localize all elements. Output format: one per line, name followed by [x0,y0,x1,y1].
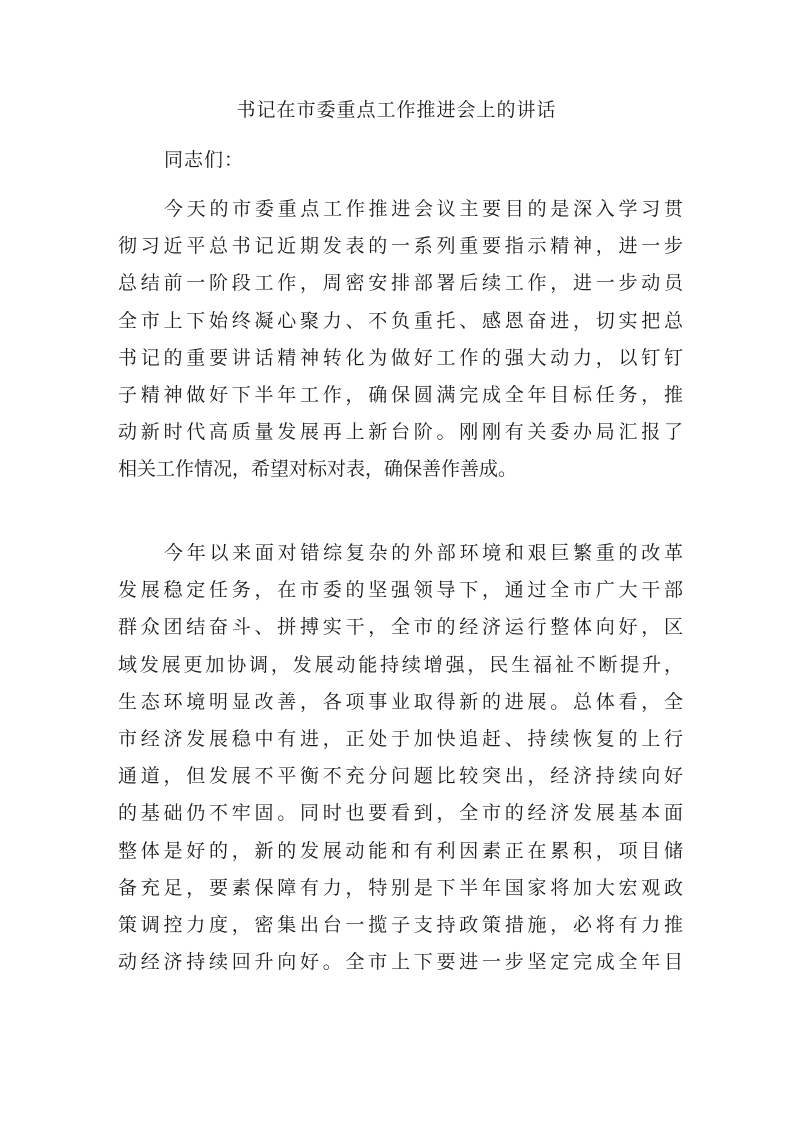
paragraph-line: 今年以来面对错综复杂的外部环境和艰巨繁重的改革 [164,542,683,564]
paragraph-line: 市经济发展稳中有进，正处于加快追赶、持续恢复的上行 [118,727,683,750]
paragraph-line: 总结前一阶段工作，周密安排部署后续工作，进一步动员 [118,272,683,295]
paragraph-line: 群众团结奋斗、拼搏实干，全市的经济运行整体向好，区 [118,616,683,639]
paragraph-line: 今天的市委重点工作推进会议主要目的是深入学习贯 [164,198,683,220]
paragraph-line: 备充足，要素保障有力，特别是下半年国家将加大宏观政 [118,876,683,899]
paragraph-line: 全市上下始终凝心聚力、不负重托、感恩奋进，切实把总 [118,309,683,332]
paragraph-line: 域发展更加协调，发展动能持续增强，民生福祉不断提升， [118,653,683,676]
paragraph-line: 通道，但发展不平衡不充分问题比较突出，经济持续向好 [118,765,683,788]
paragraph-line: 动经济持续回升向好。全市上下要进一步坚定完成全年目 [118,951,683,974]
paragraph-line: 发展稳定任务，在市委的坚强领导下，通过全市广大干部 [118,579,683,602]
paragraph-line: 策调控力度，密集出台一揽子支持政策措施，必将有力推 [118,913,683,936]
paragraph-line: 相关工作情况，希望对标对表，确保善作善成。 [118,458,518,481]
paragraph-line: 整体是好的，新的发展动能和有利因素正在累积，项目储 [118,839,683,862]
paragraph-line: 生态环境明显改善，各项事业取得新的进展。总体看，全 [118,690,683,713]
paragraph-line: 彻习近平总书记近期发表的一系列重要指示精神，进一步 [118,235,683,258]
document-title: 书记在市委重点工作推进会上的讲话 [236,99,557,121]
paragraph-line: 的基础仍不牢固。同时也要看到，全市的经济发展基本面 [118,802,683,825]
paragraph-1 [118,191,683,489]
paragraph-line: 书记的重要讲话精神转化为做好工作的强大动力，以钉钉 [118,346,683,369]
paragraph-line: 子精神做好下半年工作，确保圆满完成全年目标任务，推 [118,383,683,406]
paragraph-2 [118,535,683,981]
salutation: 同志们： [164,149,245,171]
paragraph-line: 动新时代高质量发展再上新台阶。刚刚有关委办局汇报了 [118,421,683,444]
